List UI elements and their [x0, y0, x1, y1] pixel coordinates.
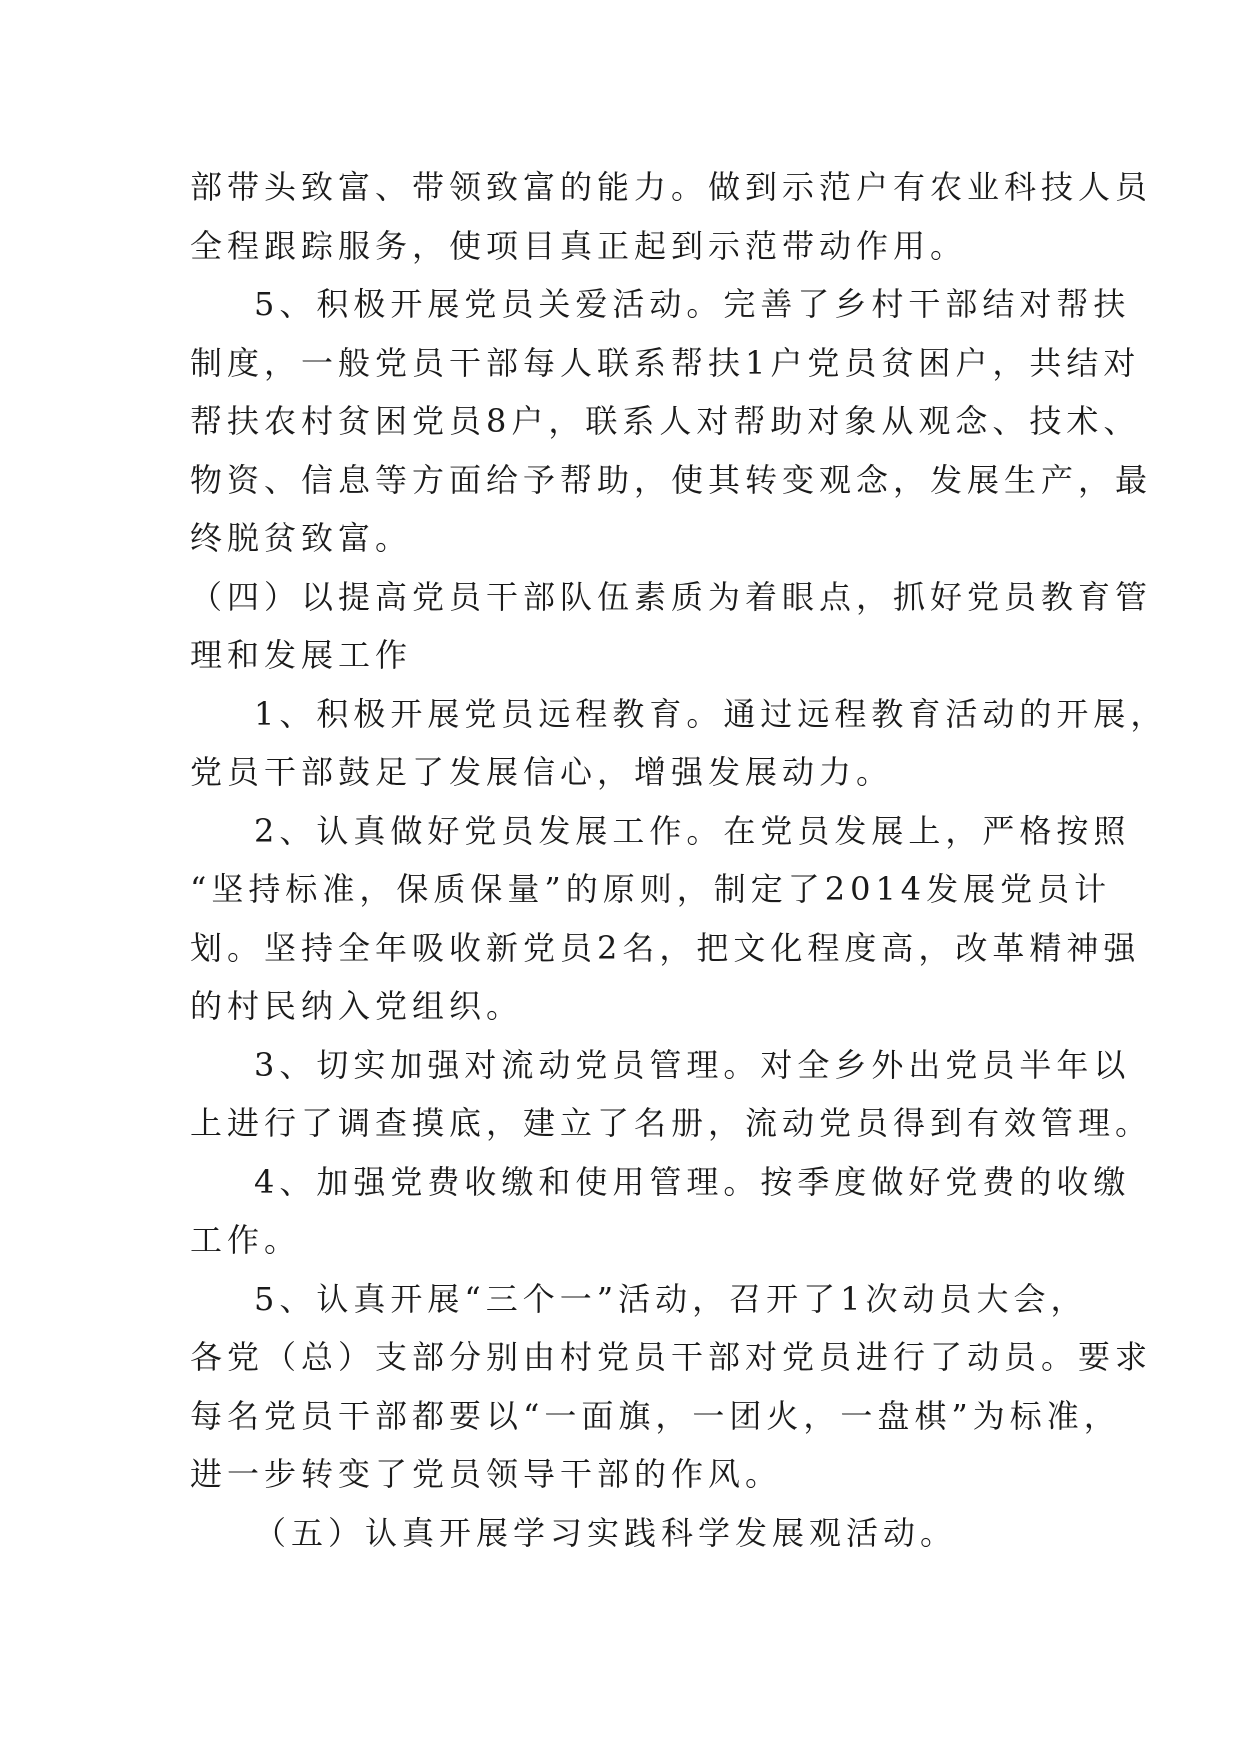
- text-line: 终脱贫致富。: [190, 519, 413, 557]
- body-text: [190, 158, 1168, 1562]
- text-line: 的村民纳入党组织。: [190, 987, 524, 1025]
- text-line: 划。坚持全年吸收新党员2名，把文化程度高，改革精神强: [190, 928, 1141, 967]
- text-line: 全程跟踪服务，使项目真正起到示范带动作用。: [190, 226, 968, 265]
- section-heading-cont: 理和发展工作: [190, 636, 413, 674]
- text-line: 每名党员干部都要以“一面旗，一团火，一盘棋”为标准，: [190, 1396, 1121, 1435]
- text-line: “坚持标准，保质保量”的原则，制定了2014发展党员计: [190, 870, 1112, 908]
- text-line: 制度，一般党员干部每人联系帮扶1户党员贫困户，共结对: [190, 343, 1141, 382]
- text-line: 上进行了调查摸底，建立了名册，流动党员得到有效管理。: [190, 1104, 1153, 1142]
- text-line: 物资、信息等方面给予帮助，使其转变观念，发展生产，最: [190, 460, 1153, 499]
- text-line: 党员干部鼓足了发展信心，增强发展动力。: [190, 753, 894, 791]
- text-line: 1、积极开展党员远程教育。通过远程教育活动的开展，: [254, 694, 1168, 733]
- text-line: 5、积极开展党员关爱活动。完善了乡村干部结对帮扶: [254, 285, 1131, 323]
- text-line: 各党（总）支部分别由村党员干部对党员进行了动员。要求: [190, 1338, 1153, 1376]
- text-line: 进一步转变了党员领导干部的作风。: [190, 1455, 783, 1493]
- text-line: 3、切实加强对流动党员管理。对全乡外出党员半年以: [254, 1045, 1131, 1084]
- text-line: 4、加强党费收缴和使用管理。按季度做好党费的收缴: [254, 1162, 1131, 1201]
- section-heading: （四）以提高党员干部队伍素质为着眼点，抓好党员教育管: [190, 577, 1153, 616]
- text-line: 2、认真做好党员发展工作。在党员发展上，严格按照: [254, 811, 1131, 850]
- text-line: 部带头致富、带领致富的能力。做到示范户有农业科技人员: [190, 168, 1153, 206]
- text-line: 5、认真开展“三个一”活动，召开了1次动员大会，: [254, 1279, 1088, 1318]
- text-line: 工作。: [190, 1221, 302, 1259]
- section-heading: （五）认真开展学习实践科学发展观活动。: [254, 1513, 958, 1552]
- text-line: 帮扶农村贫困党员8户，联系人对帮助对象从观念、技术、: [190, 402, 1141, 440]
